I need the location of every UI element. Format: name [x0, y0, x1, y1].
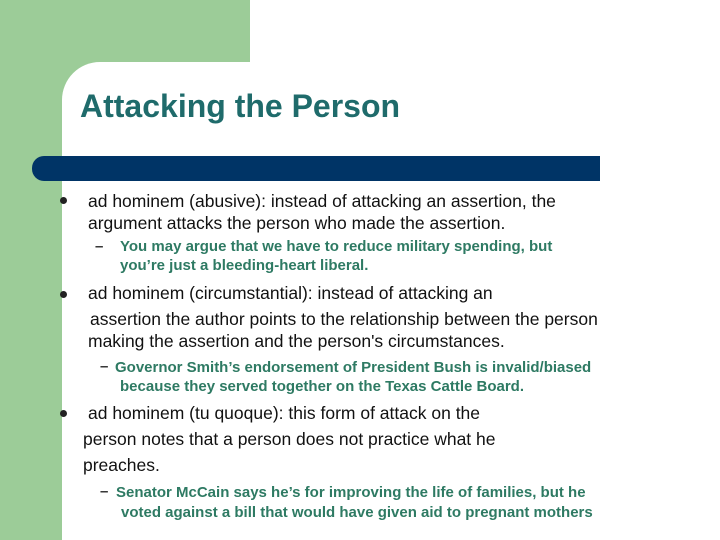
- bullet-dot-3: [60, 410, 67, 417]
- title-underline-bar: [32, 156, 600, 181]
- bullet-2-line-3: making the assertion and the person's circumstances.: [88, 331, 505, 351]
- bullet-3-line-1: ad hominem (tu quoque): this form of attack on the: [88, 403, 481, 423]
- sub-bullet-dash-1: –: [95, 238, 104, 255]
- sub-bullet-3-line-1: Senator McCain says he’s for improving the life of families, but he: [116, 484, 586, 501]
- bullet-2-line-1: ad hominem (circumstantial): instead of attacking an: [88, 283, 493, 303]
- sub-bullet-3-line-2: voted against a bill that would have given aid to pregnant mothers: [121, 504, 593, 521]
- bullet-2-line-2: assertion the author points to the relationship between the person: [90, 309, 598, 329]
- bullet-3-line-3: preaches.: [83, 455, 160, 475]
- bullet-1-line-2: argument attacks the person who made the assertion.: [88, 213, 506, 233]
- sub-bullet-1-line-1: You may argue that we have to reduce military spending, but: [120, 238, 553, 255]
- sub-bullet-2-line-2: because they served together on the Texas Cattle Board.: [120, 378, 525, 395]
- bullet-1-line-1: ad hominem (abusive): instead of attacking an assertion, the: [88, 191, 556, 211]
- sub-bullet-2-line-1: Governor Smith’s endorsement of President Bush is invalid/biased: [115, 359, 592, 376]
- sub-bullet-dash-3: –: [100, 483, 109, 500]
- sub-bullet-dash-2: –: [100, 358, 109, 375]
- bullet-dot-2: [60, 291, 67, 298]
- bullet-dot-1: [60, 197, 67, 204]
- sub-bullet-1-line-2: you’re just a bleeding-heart liberal.: [120, 257, 369, 274]
- bullet-3-line-2: person notes that a person does not practice what he: [83, 429, 496, 449]
- slide-title: Attacking the Person: [80, 88, 401, 124]
